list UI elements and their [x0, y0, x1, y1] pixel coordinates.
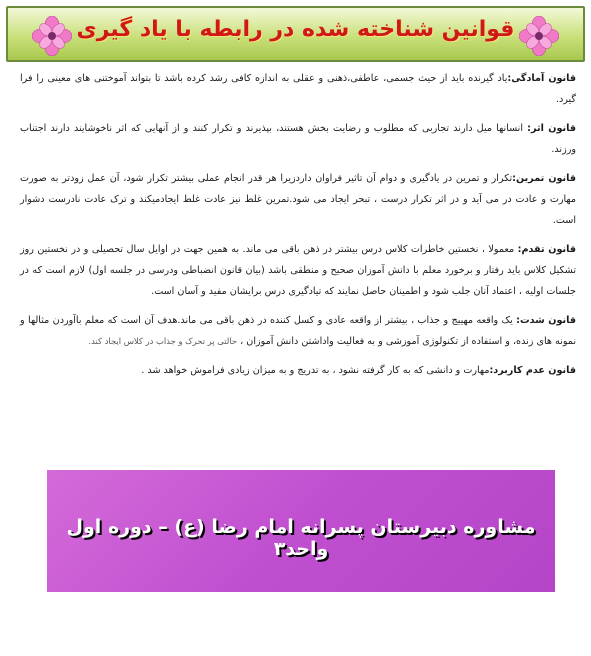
law-label: قانون اثر: [527, 123, 576, 134]
law-label: قانون تقدم: [517, 244, 576, 255]
paragraph-effect [20, 118, 576, 160]
law-text: یک واقعه مهییج و جذاب ، بیشتر از واقعه عادی و کسل کننده در ذهن باقی می ماند.هدف آن است که معلم باآوردن مثالها و نمونه های زنده، و استفاده از تکنولوژی آموزشی و به فعالیت واداشتن دانش آموزان ، [20, 315, 576, 347]
law-label: قانون عدم کاربرد: [489, 365, 576, 376]
paragraph-primacy [20, 239, 576, 302]
page-title: قوانین شناخته شده در رابطه با یاد گیری [76, 17, 515, 42]
header-banner [6, 6, 585, 62]
paragraph-intensity [20, 310, 576, 352]
laws-content [20, 68, 576, 389]
paragraph-disuse [20, 360, 576, 381]
footer-banner [47, 470, 555, 592]
law-text: انسانها میل دارند تجاربی که مطلوب و رضایت بخش هستند، بپذیرند و تکرار کنند و از آنهایی که اثر ناخوشایند دارند اجتناب ورزند. [20, 123, 576, 155]
law-label: قانون تمرین: [512, 173, 577, 184]
law-text: تکرار و تمرین در یادگیری و دوام آن تاثیر فراوان داردزیرا هر قدر انجام عملی بیشتر تکرار شود، آن عمل زودتر به صورت مهارت و عادت در می آید و در اثر تکرار درست ، تبحر ایجاد می شود.تمرین غلط نیز عادت غلط ایجادمیکند و ترک عادت نادرست دشوار است. [20, 173, 576, 226]
paragraph-readiness [20, 68, 576, 110]
law-label: قانون آمادگی: [507, 73, 577, 84]
flower-icon [32, 16, 72, 56]
footer-title: مشاوره دبیرستان پسرانه امام رضا (ع) – دوره اول واحد۳ [66, 516, 536, 560]
law-label: قانون شدت: [516, 315, 577, 326]
paragraph-exercise [20, 168, 576, 231]
law-note: حالتی پر تحرک و جذاب در کلاس ایجاد کند. [88, 336, 238, 346]
law-text: مهارت و دانشی که به کار گرفته نشود ، به تدریج و به میزان زیادی فراموش خواهد شد . [141, 365, 490, 376]
law-text: معمولا ، نخستین خاطرات کلاس درس بیشتر در ذهن باقی می ماند. به همین جهت در اوایل سال تحصیلی و در نخستین روز تشکیل کلاس باید رفتار و برخورد معلم با دانش آموزان صحیح و منطقی باشد (بیان قانون انضباطی ودرسی در جلسه اول) لازم است که در جلسات اولیه ، اعتماد آنان جلب شود و اطمینان حاصل نمایند که تیادگیری درس برایشان مفید و آسان است. [20, 244, 576, 297]
law-text: یاد گیرنده باید از حیث جسمی، عاطفی،ذهنی و عقلی به اندازه کافی رشد کرده باشد تا بتواند آموختنی های معینی را فرا گیرد. [20, 73, 576, 105]
flower-icon [519, 16, 559, 56]
